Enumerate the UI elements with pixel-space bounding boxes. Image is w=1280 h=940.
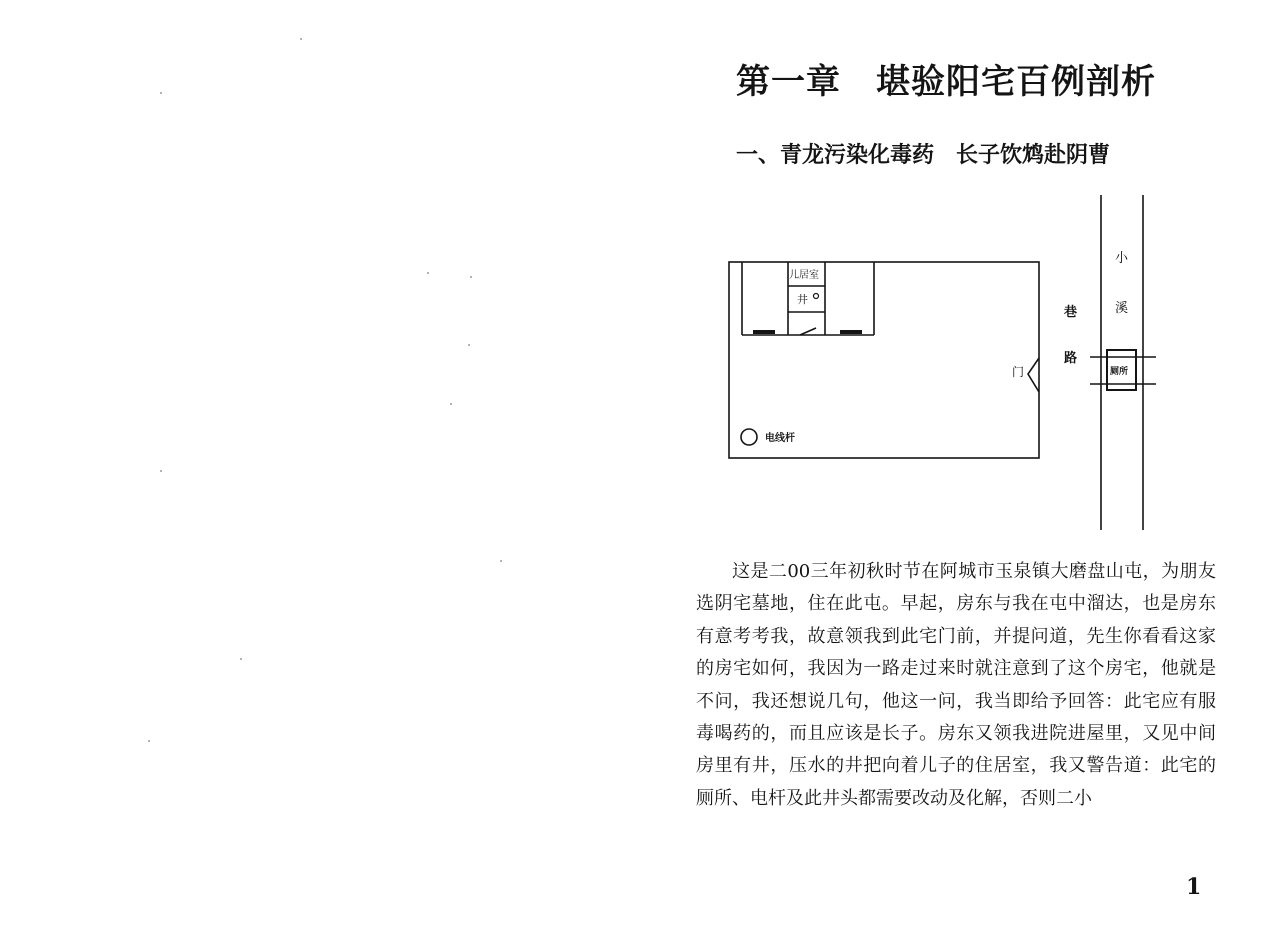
window-marker-right [840,330,862,334]
yard-door-shape [1028,358,1039,392]
electric-pole-circle [741,429,757,445]
scan-speck [500,560,502,562]
toilet-label: 厕所 [1110,367,1129,377]
scan-speck [427,272,429,274]
stream-label-2: 溪 [1115,301,1129,316]
page-number: 1 [1186,874,1202,900]
pole-label: 电线杆 [765,433,795,444]
scan-speck [468,344,470,346]
body-paragraph: 这是二00三年初秋时节在阿城市玉泉镇大磨盘山屯，为朋友选阴宅墓地，住在此屯。早起，房东与我在屯中溜达，也是房东有意考考我，故意领我到此宅门前，并提问道，先生你看看这家的房宅如何，我因为一路走过来时就注意到了这个房宅，他就是不问，我还想说几句，他这一问，我当即给予回答：此宅应有服毒喝药的，而且应该是长子。房东又领我进院进屋里，又见中间房里有井，压水的井把向着儿子的住居室，我又警告道：此宅的厕所、电杆及此井头都需要改动及化解，否则二小 [696,561,1216,809]
scan-speck [470,276,472,278]
window-marker-left [753,330,775,334]
well-pump-icon [814,294,819,299]
scan-speck [160,470,162,472]
stream-label-1: 小 [1115,251,1129,266]
chapter-title: 第一章 堪验阳宅百例剖析 [736,62,1156,102]
door-label: 门 [1012,365,1025,379]
lane-label-1: 巷 [1064,305,1078,320]
middle-door-leaf [800,328,816,335]
scan-speck [160,92,162,94]
section-title: 一、青龙污染化毒药 长子饮鸩赴阴曹 [736,143,1111,168]
well-label: 井 [797,293,808,306]
scan-speck [300,38,302,40]
scan-speck [240,658,242,660]
scan-speck [450,403,452,405]
lane-label-2: 路 [1064,351,1078,366]
house-floor-plan-diagram [720,190,1160,535]
scan-speck [148,740,150,742]
son-room-label: 儿居室 [789,270,819,281]
house-outline [729,262,1039,458]
